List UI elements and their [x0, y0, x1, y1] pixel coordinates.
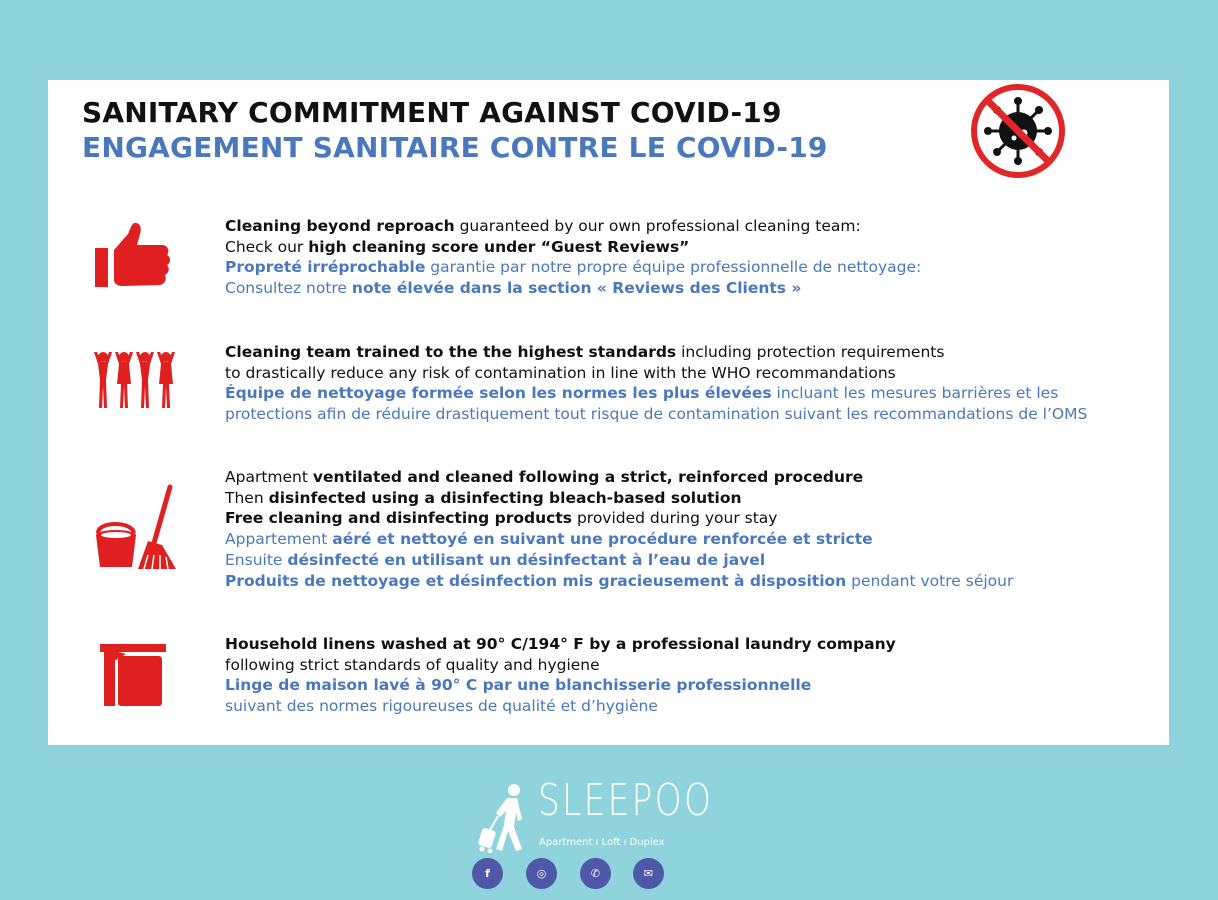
section-line — [225, 383, 1087, 404]
section-line — [225, 634, 896, 655]
emphasis-text: Propreté irréprochable — [225, 258, 426, 277]
body-text: suivant des normes rigoureuses de qualité et d’hygiène — [225, 697, 658, 716]
logo-wordmark: SLEEPOO — [538, 775, 714, 826]
whatsapp-icon[interactable]: ✆ — [580, 858, 611, 889]
body-text: including protection requirements — [676, 343, 945, 361]
section-line — [225, 529, 1013, 550]
section-line — [225, 278, 921, 299]
traveler-logo-icon — [476, 783, 536, 853]
bucket-mop-icon — [92, 483, 178, 573]
body-text: garantie par notre propre équipe professionnelle de nettoyage: — [425, 258, 922, 277]
section-line — [225, 571, 1013, 592]
emphasis-text: high cleaning score under “Guest Reviews” — [308, 237, 690, 256]
emphasis-text: disinfected using a disinfecting bleach-based solution — [268, 488, 742, 507]
facebook-icon[interactable]: f — [472, 858, 503, 889]
emphasis-text: Cleaning team trained to the the highest standards — [225, 343, 677, 361]
section-line — [225, 342, 1087, 363]
body-text: Apartment — [225, 468, 313, 486]
emphasis-text: Household linens washed at 90° C/194° F by a professional laundry company — [225, 635, 896, 653]
body-text: provided during your stay — [572, 509, 778, 528]
section-line — [225, 257, 921, 278]
section-ventilation — [225, 467, 1013, 591]
section-line — [225, 467, 1013, 488]
emphasis-text: désinfecté en utilisant un désinfectant à l’eau de javel — [287, 550, 766, 569]
title-french: ENGAGEMENT SANITAIRE CONTRE LE COVID-19 — [82, 131, 828, 164]
section-line — [225, 363, 1087, 384]
body-text: protections afin de réduire drastiquement tout risque de contamination suivant les recommandations de l’OMS — [225, 405, 1088, 424]
email-icon[interactable]: ✉ — [633, 858, 664, 889]
commitment-card — [48, 80, 1169, 745]
section-team — [225, 342, 1087, 425]
body-text: to drastically reduce any risk of contamination in line with the WHO recommandations — [225, 363, 896, 382]
section-line — [225, 508, 1013, 529]
section-line — [225, 550, 1013, 571]
body-text: pendant votre séjour — [846, 571, 1014, 590]
emphasis-text: Cleaning beyond reproach — [225, 217, 455, 235]
section-line — [225, 655, 896, 676]
emphasis-text: Produits de nettoyage et désinfection mis gracieusement à disposition — [225, 571, 847, 590]
body-text: Check our — [225, 237, 309, 256]
section-line — [225, 696, 896, 717]
section-line — [225, 675, 896, 696]
body-text: incluant les mesures barrières et les — [771, 384, 1059, 403]
body-text: Then — [225, 488, 269, 507]
body-text: Consultez notre — [225, 279, 352, 298]
logo-tagline: Apartment ı Loft ı Duplex — [539, 837, 665, 848]
team-icon — [92, 350, 176, 412]
thumbs-up-icon — [92, 220, 174, 292]
emphasis-text: Équipe de nettoyage formée selon les normes les plus élevées — [225, 384, 772, 403]
emphasis-text: note élevée dans la section « Reviews des Clients » — [351, 279, 802, 298]
section-line — [225, 237, 921, 258]
body-text: Ensuite — [225, 550, 288, 569]
body-text: guaranteed by our own professional cleaning team: — [454, 217, 861, 235]
footer — [0, 745, 1218, 900]
section-line — [225, 488, 1013, 509]
section-line — [225, 216, 921, 237]
no-virus-icon — [970, 83, 1066, 179]
towel-icon — [96, 638, 172, 710]
body-text: following strict standards of quality and hygiene — [225, 655, 600, 674]
body-text: Appartement — [225, 530, 333, 549]
instagram-icon[interactable]: ◎ — [526, 858, 557, 889]
section-cleaning — [225, 216, 921, 299]
emphasis-text: aéré et nettoyé en suivant une procédure renforcée et stricte — [332, 530, 873, 549]
section-line — [225, 404, 1087, 425]
emphasis-text: Free cleaning and disinfecting products — [225, 509, 573, 528]
emphasis-text: Linge de maison lavé à 90° C par une blanchisserie professionnelle — [225, 676, 812, 695]
title-english: SANITARY COMMITMENT AGAINST COVID-19 — [82, 96, 782, 129]
emphasis-text: ventilated and cleaned following a strict, reinforced procedure — [312, 468, 864, 486]
section-linens — [225, 634, 896, 717]
